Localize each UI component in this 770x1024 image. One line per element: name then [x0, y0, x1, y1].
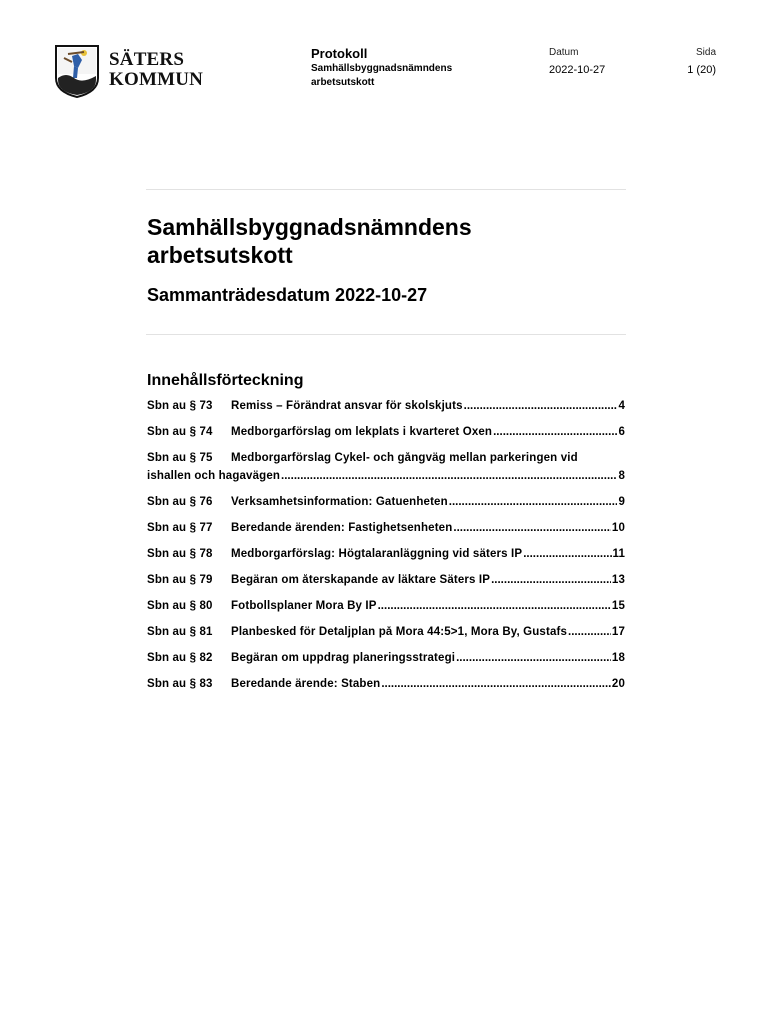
toc-entry-ref: Sbn au § 81: [147, 626, 213, 638]
toc-entry-page: 10: [611, 522, 625, 534]
toc-entry-leader: [449, 496, 618, 508]
divider: [146, 189, 626, 190]
toc-entry-leader: [493, 426, 617, 438]
page-title-line-2: arbetsutskott: [147, 242, 293, 268]
toc-entry-page: 13: [611, 574, 625, 586]
toc-entry-leader: [456, 652, 611, 664]
logo-line-2: KOMMUN: [109, 69, 204, 90]
toc-entry-page: 20: [611, 678, 625, 690]
toc-entry-title: Begäran om uppdrag planeringsstrategi: [231, 652, 456, 664]
toc-entry-title: Verksamhetsinformation: Gatuenheten: [231, 496, 448, 508]
toc-entry-title: Medborgarförslag Cykel- och gångväg mellan parkeringen vid: [231, 452, 578, 464]
toc-entry-title: Beredande ärenden: Fastighetsenheten: [231, 522, 453, 534]
toc-entry[interactable]: [147, 522, 625, 548]
toc-entry[interactable]: [147, 652, 625, 678]
toc-entry-page: 4: [618, 400, 625, 412]
committee-line-1: Samhällsbyggnadsnämndens: [311, 63, 453, 74]
toc-entry-leader: [464, 400, 618, 412]
toc-entry-title-continued: ishallen och hagavägen: [147, 470, 281, 482]
toc-entry-page: 11: [612, 548, 625, 560]
toc-heading: Innehållsförteckning: [147, 372, 304, 389]
toc-entry[interactable]: [147, 574, 625, 600]
toc-entry-page: 18: [611, 652, 625, 664]
page-title-line-1: Samhällsbyggnadsnämndens: [147, 214, 472, 240]
toc-entry-ref: Sbn au § 80: [147, 600, 213, 612]
toc-entry-leader: [523, 548, 611, 560]
toc-entry-leader: [378, 600, 611, 612]
toc-entry-ref: Sbn au § 76: [147, 496, 213, 508]
toc-entry-leader: [491, 574, 611, 586]
document-header: [311, 46, 511, 89]
toc-entry[interactable]: [147, 678, 625, 704]
page-value: 1 (20): [687, 64, 716, 76]
page-block: [687, 47, 716, 76]
toc-entry-ref: Sbn au § 78: [147, 548, 213, 560]
toc-entry[interactable]: [147, 426, 625, 452]
toc-entry-leader: [381, 678, 611, 690]
toc-entry-ref: Sbn au § 74: [147, 426, 213, 438]
toc-entry-ref: Sbn au § 82: [147, 652, 213, 664]
toc-entry-title: Fotbollsplaner Mora By IP: [231, 600, 377, 612]
toc-entry-ref: Sbn au § 83: [147, 678, 213, 690]
date-value: 2022-10-27: [549, 64, 606, 76]
toc-entry[interactable]: [147, 452, 625, 496]
toc-entry-title: Begäran om återskapande av läktare Säters IP: [231, 574, 491, 586]
toc-entry-ref: Sbn au § 73: [147, 400, 213, 412]
toc-entry-title: Medborgarförslag om lekplats i kvarteret Oxen: [231, 426, 493, 438]
toc-entry-leader: [568, 626, 611, 638]
page-title: [147, 213, 627, 269]
toc-entry-ref: Sbn au § 75: [147, 452, 213, 464]
toc-entry-title: Planbesked för Detaljplan på Mora 44:5>1, Mora By, Gustafs: [231, 626, 568, 638]
meeting-date-subtitle: Sammanträdesdatum 2022-10-27: [147, 285, 428, 305]
toc-entry-leader: [453, 522, 611, 534]
toc-entry-title: Medborgarförslag: Högtalaranläggning vid säters IP: [231, 548, 523, 560]
toc-entry-page: 15: [611, 600, 625, 612]
coat-of-arms-icon: [54, 44, 100, 98]
toc-entry-page: 8: [618, 470, 625, 482]
divider: [146, 334, 626, 335]
date-block: [549, 47, 605, 76]
toc-entry-ref: Sbn au § 79: [147, 574, 213, 586]
page-label: Sida: [695, 47, 716, 58]
toc-entry-ref: Sbn au § 77: [147, 522, 213, 534]
toc-entry[interactable]: [147, 600, 625, 626]
toc-entry-page: 17: [611, 626, 625, 638]
toc-entry[interactable]: [147, 496, 625, 522]
municipality-logo: [54, 44, 214, 100]
table-of-contents: [147, 400, 625, 704]
date-label: Datum: [549, 47, 579, 58]
toc-entry-title: Beredande ärende: Staben: [231, 678, 381, 690]
document-type: Protokoll: [311, 46, 368, 61]
logo-line-1: SÄTERS: [109, 49, 185, 70]
toc-entry-title: Remiss – Förändrat ansvar för skolskjuts: [231, 400, 463, 412]
toc-entry[interactable]: [147, 400, 625, 426]
toc-entry[interactable]: [147, 626, 625, 652]
toc-entry-page: 6: [618, 426, 625, 438]
toc-entry-page: 9: [618, 496, 625, 508]
toc-entry[interactable]: [147, 548, 625, 574]
toc-entry-leader: [281, 470, 617, 482]
committee-line-2: arbetsutskott: [311, 77, 375, 88]
